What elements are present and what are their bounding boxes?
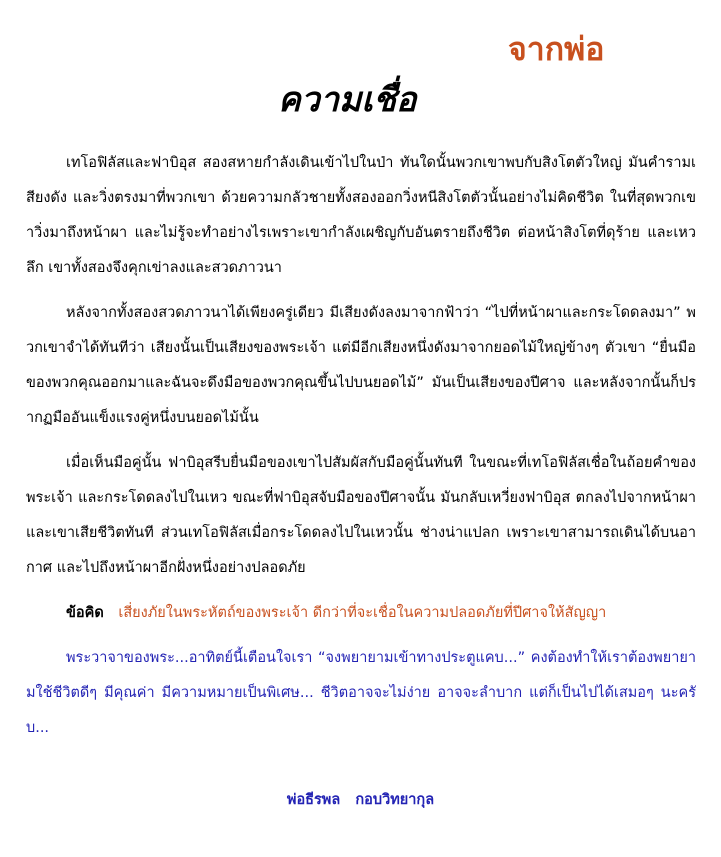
- message-paragraph: พระวาจาของพระ...อาทิตย์นี้เตือนใจเรา “จงพยายามเข้าทางประตูแคบ...” คงต้องทำให้เราต้องพยายามใช้ชีวิตดีๆ มีคุณค่า มีความหมายเป็นพิเศษ... ชีวิตอาจจะไม่ง่าย อาจจะลำบาก แต่ก็เป็นไปได้เสมอๆ นะครับ...: [26, 650, 696, 736]
- paragraph-spacer: [26, 631, 696, 641]
- paragraph-spacer: [26, 436, 696, 446]
- header-from-father: จากพ่อ: [508, 30, 605, 68]
- paragraph-spacer: [26, 586, 696, 596]
- story-content: [26, 146, 696, 746]
- story-paragraph-1: เทโอฟิลัสและฟาบิอุส สองสหายกำลังเดินเข้าไปในป่า ทันใดนั้นพวกเขาพบกับสิงโตตัวใหญ่ มันคำรามเสียงดัง และวิ่งตรงมาที่พวกเขา ด้วยความกลัวชายทั้งสองออกวิ่งหนีสิงโตตัวนั้นอย่างไม่คิดชีวิต ในที่สุดพวกเขาวิ่งมาถึงหน้าผา และไม่รู้จะทำอย่างไรเพราะเขากำลังเผชิญกับอันตรายถึงชีวิต ต่อหน้าสิงโตที่ดุร้าย และเหวลึก เขาทั้งสองจึงคุกเข่าลงและสวดภาวนา: [26, 155, 696, 276]
- story-paragraph-3: เมื่อเห็นมือคู่นั้น ฟาบิอุสรีบยื่นมือของเขาไปสัมผัสกับมือคู่นั้นทันที ในขณะที่เทโอฟิลัสเชื่อในถ้อยคำของพระเจ้า และกระโดดลงไปในเหว ขณะที่ฟาบิอุสจับมือของปีศาจนั้น มันกลับเหวี่ยงฟาบิอุส ตกลงไปจากหน้าผาและเขาเสียชีวิตทันที ส่วนเทโอฟิลัสเมื่อกระโดดลงไปในเหวนั้น ช่างน่าแปลก เพราะเขาสามารถเดินได้บนอากาศ และไปถึงหน้าผาอีกฝั่งหนึ่งอย่างปลอดภัย: [26, 455, 696, 576]
- lesson-text: เสี่ยงภัยในพระหัตถ์ของพระเจ้า ดีกว่าที่จะเชื่อในความปลอดภัยที่ปีศาจให้สัญญา: [118, 605, 607, 621]
- lesson-line: [26, 596, 696, 631]
- story-paragraph-2: หลังจากทั้งสองสวดภาวนาได้เพียงครู่เดียว มีเสียงดังลงมาจากฟ้าว่า “ไปที่หน้าผาและกระโดดลงมา” พวกเขาจำได้ทันทีว่า เสียงนั้นเป็นเสียงของพระเจ้า แต่มีอีกเสียงหนึ่งดังมาจากยอดไม้ใหญ่ข้างๆ ตัวเขา “ยื่นมือของพวกคุณออกมาและฉันจะดึงมือของพวกคุณขึ้นไปบนยอดไม้” มันเป็นเสียงของปีศาจ และหลังจากนั้นก็ปรากฏมืออันแข็งแรงคู่หนึ่งบนยอดไม้นั้น: [26, 305, 696, 426]
- paragraph-spacer: [26, 286, 696, 296]
- author-signature: พ่อธีรพล กอบวิทยากุล: [286, 792, 435, 808]
- page-title: ความเชื่อ: [278, 80, 417, 120]
- lesson-label: ข้อคิด: [66, 605, 104, 621]
